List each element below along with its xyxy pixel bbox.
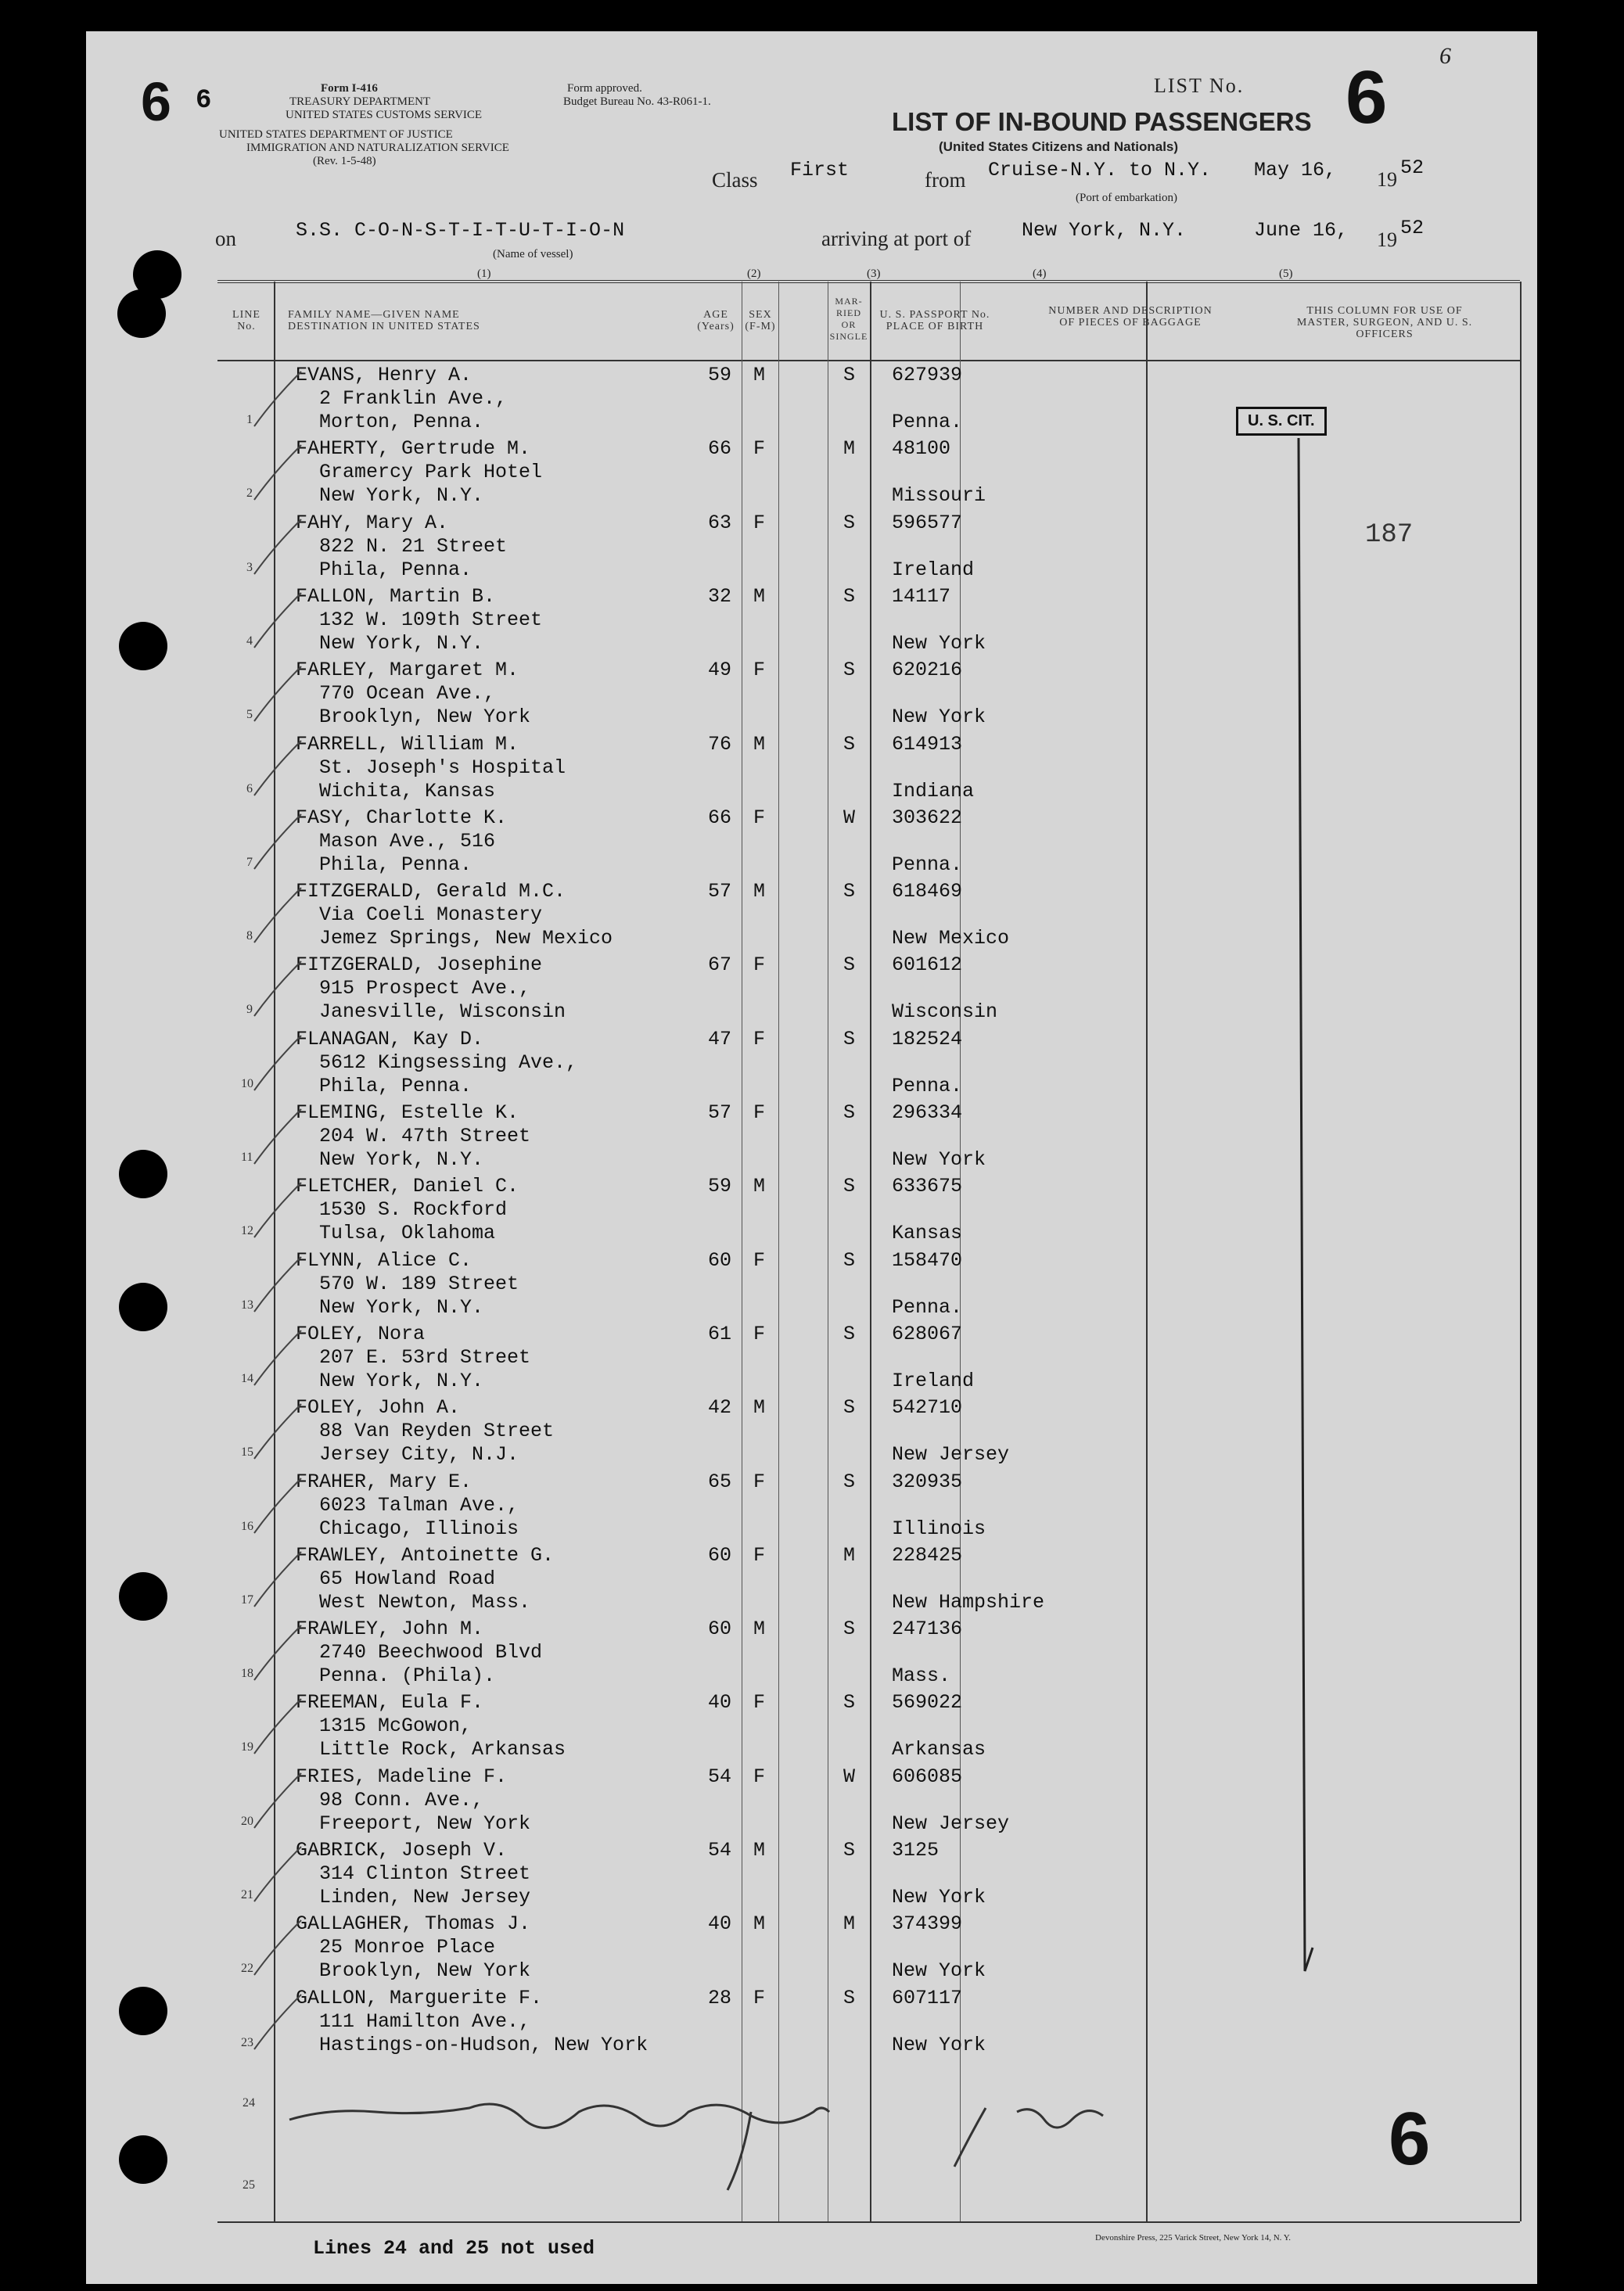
- passenger-city: New York, N.Y.: [319, 1295, 484, 1319]
- place-of-birth: Ireland: [892, 1369, 975, 1392]
- line-number: 15: [241, 1445, 253, 1460]
- col-header-line-no: LINE No.: [232, 309, 260, 332]
- treasury-dept: TREASURY DEPARTMENT: [289, 95, 431, 108]
- line-number-25: 25: [243, 2178, 255, 2192]
- passenger-city: Phila, Penna.: [319, 558, 472, 581]
- passenger-age: 40: [708, 1912, 732, 1936]
- col-num-1: (1): [477, 268, 491, 280]
- check-mark: [250, 884, 305, 946]
- passenger-marital-status: M: [843, 1543, 856, 1567]
- passenger-city: New York, N.Y.: [319, 1148, 484, 1171]
- passport-number: 601612: [892, 953, 963, 977]
- line-number: 10: [241, 1076, 253, 1090]
- place-of-birth: Arkansas: [892, 1738, 986, 1761]
- punch-hole: [119, 622, 167, 670]
- passenger-age: 57: [708, 1101, 732, 1124]
- passenger-age: 42: [708, 1396, 732, 1420]
- passport-number: 158470: [892, 1248, 963, 1272]
- passenger-city: Penna. (Phila).: [319, 1664, 496, 1688]
- manifest-sheet: [86, 31, 1537, 2284]
- line-number: 16: [241, 1519, 253, 1533]
- passenger-marital-status: M: [843, 437, 856, 461]
- passenger-name: FARRELL, William M.: [296, 732, 519, 756]
- passenger-city: Jemez Springs, New Mexico: [319, 927, 613, 950]
- passenger-age: 47: [708, 1027, 732, 1050]
- check-mark: [250, 1253, 305, 1316]
- passenger-sex: F: [753, 1322, 766, 1345]
- passenger-city: Hastings-on-Hudson, New York: [319, 2033, 649, 2056]
- place-of-birth: New York: [892, 1959, 986, 1983]
- passenger-sex: F: [753, 437, 766, 461]
- passenger-sex: M: [753, 1396, 766, 1420]
- passenger-sex: F: [753, 1765, 766, 1788]
- left-mark: 6: [141, 71, 171, 132]
- col-header-sex: SEX (F-M): [745, 309, 776, 332]
- passenger-age: 32: [708, 584, 732, 608]
- line-number: 4: [246, 634, 253, 648]
- left-mark-small: 6: [196, 86, 212, 116]
- passenger-city: Janesville, Wisconsin: [319, 1000, 566, 1024]
- line-number: 3: [246, 560, 253, 574]
- check-mark: [250, 441, 305, 504]
- passenger-address: 65 Howland Road: [319, 1567, 496, 1590]
- check-mark: [250, 1843, 305, 1905]
- place-of-birth: Missouri: [892, 484, 986, 508]
- passenger-marital-status: S: [843, 584, 856, 608]
- from-label: from: [925, 168, 966, 192]
- place-of-birth: Penna.: [892, 1295, 963, 1319]
- line-number: 7: [246, 855, 253, 869]
- punch-hole: [117, 289, 166, 338]
- place-of-birth: New York: [892, 706, 986, 729]
- passport-number: 14117: [892, 584, 951, 608]
- line-number: 8: [246, 929, 253, 943]
- passenger-marital-status: S: [843, 1986, 856, 2009]
- vessel-label: (Name of vessel): [493, 248, 573, 260]
- column-divider: [778, 282, 779, 2221]
- passenger-name: FREEMAN, Eula F.: [296, 1691, 484, 1715]
- port-embark-label: (Port of embarkation): [1076, 192, 1177, 204]
- passenger-marital-status: S: [843, 1470, 856, 1493]
- us-citizen-stamp: U. S. CIT.: [1236, 407, 1327, 436]
- check-mark: [250, 1032, 305, 1094]
- passenger-address: 314 Clinton Street: [319, 1862, 531, 1885]
- check-mark: [250, 1179, 305, 1241]
- passenger-name: FITZGERALD, Josephine: [296, 953, 543, 977]
- check-mark: [250, 1327, 305, 1389]
- from-date: May 16,: [1254, 159, 1337, 181]
- passenger-address: 6023 Talman Ave.,: [319, 1493, 519, 1517]
- col-num-5: (5): [1279, 268, 1293, 280]
- passport-number: 618469: [892, 880, 963, 903]
- passenger-sex: M: [753, 880, 766, 903]
- passenger-age: 60: [708, 1248, 732, 1272]
- passenger-city: Phila, Penna.: [319, 1074, 472, 1097]
- passenger-age: 76: [708, 732, 732, 756]
- table-top-rule: [217, 280, 1520, 283]
- bottom-mark: 6: [1389, 2097, 1431, 2181]
- list-number: 6: [1346, 56, 1388, 139]
- passenger-city: Linden, New Jersey: [319, 1886, 531, 1909]
- passenger-sex: M: [753, 584, 766, 608]
- passenger-city: Phila, Penna.: [319, 853, 472, 876]
- passenger-name: FLANAGAN, Kay D.: [296, 1027, 484, 1050]
- place-of-birth: New Mexico: [892, 927, 1010, 950]
- line-number: 23: [241, 2035, 253, 2049]
- passenger-marital-status: S: [843, 1248, 856, 1272]
- passport-number: 374399: [892, 1912, 963, 1936]
- ins-service: IMMIGRATION AND NATURALIZATION SERVICE: [246, 142, 509, 154]
- passenger-city: Brooklyn, New York: [319, 1959, 531, 1983]
- printer-imprint: Devonshire Press, 225 Varick Street, New York 14, N. Y.: [1095, 2233, 1292, 2243]
- passenger-address: 207 E. 53rd Street: [319, 1345, 531, 1369]
- col-header-name: FAMILY NAME—GIVEN NAME DESTINATION IN UNITED STATES: [288, 309, 480, 332]
- passenger-marital-status: S: [843, 1839, 856, 1862]
- passenger-marital-status: S: [843, 1618, 856, 1641]
- passenger-name: FLETCHER, Daniel C.: [296, 1175, 519, 1198]
- passenger-age: 60: [708, 1543, 732, 1567]
- line-number: 11: [241, 1151, 253, 1164]
- passport-number: 607117: [892, 1986, 963, 2009]
- passenger-name: FAHY, Mary A.: [296, 511, 449, 534]
- passenger-city: Chicago, Illinois: [319, 1517, 519, 1540]
- passenger-name: FLEMING, Estelle K.: [296, 1101, 519, 1124]
- class-value: First: [790, 159, 850, 181]
- passenger-age: 60: [708, 1618, 732, 1641]
- passenger-marital-status: S: [843, 659, 856, 682]
- footer-note: Lines 24 and 25 not used: [313, 2237, 595, 2260]
- place-of-birth: Penna.: [892, 1074, 963, 1097]
- check-mark: [250, 1695, 305, 1758]
- passenger-age: 61: [708, 1322, 732, 1345]
- passenger-name: FASY, Charlotte K.: [296, 806, 508, 829]
- passport-number: 303622: [892, 806, 963, 829]
- passenger-marital-status: S: [843, 953, 856, 977]
- passenger-address: 1315 McGowon,: [319, 1715, 472, 1738]
- passport-number: 3125: [892, 1839, 940, 1862]
- passenger-age: 67: [708, 953, 732, 977]
- place-of-birth: New Hampshire: [892, 1590, 1045, 1614]
- passenger-age: 66: [708, 437, 732, 461]
- vessel-name: S.S. C-O-N-S-T-I-T-U-T-I-O-N: [296, 219, 625, 242]
- arrival-year: 52: [1400, 217, 1425, 239]
- list-subtitle: (United States Citizens and Nationals): [939, 139, 1179, 154]
- class-label: Class: [712, 168, 758, 192]
- passport-number: 614913: [892, 732, 963, 756]
- passenger-address: 88 Van Reyden Street: [319, 1420, 555, 1443]
- place-of-birth: New York: [892, 1148, 986, 1171]
- passport-number: 542710: [892, 1396, 963, 1420]
- check-mark: [250, 368, 305, 430]
- check-mark: [250, 1991, 305, 2053]
- passenger-marital-status: S: [843, 1691, 856, 1715]
- passenger-name: GALLON, Marguerite F.: [296, 1986, 543, 2009]
- passenger-name: FRAHER, Mary E.: [296, 1470, 472, 1493]
- passenger-name: FLYNN, Alice C.: [296, 1248, 472, 1272]
- passenger-sex: F: [753, 1248, 766, 1272]
- passenger-marital-status: S: [843, 364, 856, 386]
- passenger-name: FITZGERALD, Gerald M.C.: [296, 880, 566, 903]
- check-mark: [250, 1474, 305, 1537]
- passport-number: 628067: [892, 1322, 963, 1345]
- on-label: on: [215, 227, 236, 250]
- check-mark: [250, 1548, 305, 1611]
- passenger-age: 59: [708, 364, 732, 386]
- budget-bureau: Budget Bureau No. 43-R061-1.: [563, 95, 711, 108]
- col-header-passport: U. S. PASSPORT No. PLACE OF BIRTH: [879, 309, 990, 332]
- punch-hole: [119, 2135, 167, 2184]
- passenger-marital-status: S: [843, 1027, 856, 1050]
- arrival-port: New York, N.Y.: [1022, 219, 1187, 242]
- passenger-sex: F: [753, 659, 766, 682]
- col-num-3: (3): [867, 268, 881, 280]
- passenger-city: Little Rock, Arkansas: [319, 1738, 566, 1761]
- form-approved: Form approved.: [567, 82, 642, 95]
- passenger-marital-status: S: [843, 511, 856, 534]
- line-number: 5: [246, 708, 253, 722]
- passenger-age: 57: [708, 880, 732, 903]
- passenger-sex: F: [753, 953, 766, 977]
- passenger-address: Via Coeli Monastery: [319, 903, 543, 927]
- table-header-rule: [217, 360, 1520, 361]
- customs-service: UNITED STATES CUSTOMS SERVICE: [286, 109, 483, 121]
- line-number: 22: [241, 1962, 253, 1976]
- line-number: 18: [241, 1667, 253, 1681]
- passenger-address: 98 Conn. Ave.,: [319, 1788, 484, 1812]
- passenger-city: Freeport, New York: [319, 1812, 531, 1835]
- passenger-address: 770 Ocean Ave.,: [319, 682, 496, 706]
- line-number: 9: [246, 1003, 253, 1017]
- passport-number: 182524: [892, 1027, 963, 1050]
- passport-number: 296334: [892, 1101, 963, 1124]
- check-mark: [250, 737, 305, 799]
- passenger-address: 25 Monroe Place: [319, 1936, 496, 1959]
- passenger-city: Morton, Penna.: [319, 411, 484, 433]
- line-number: 6: [246, 781, 253, 795]
- passenger-name: EVANS, Henry A.: [296, 364, 472, 386]
- passenger-name: GABRICK, Joseph V.: [296, 1839, 508, 1862]
- col-header-married: MAR-RIED OR SINGLE: [829, 296, 868, 342]
- passenger-name: FOLEY, John A.: [296, 1396, 461, 1420]
- table-bottom-rule: [217, 2221, 1520, 2223]
- passenger-sex: F: [753, 1543, 766, 1567]
- from-value: Cruise-N.Y. to N.Y.: [988, 159, 1212, 181]
- passenger-marital-status: S: [843, 1396, 856, 1420]
- passenger-marital-status: S: [843, 1101, 856, 1124]
- place-of-birth: Penna.: [892, 411, 963, 433]
- passenger-sex: F: [753, 1027, 766, 1050]
- passenger-name: GALLAGHER, Thomas J.: [296, 1912, 531, 1936]
- passenger-city: Brooklyn, New York: [319, 706, 531, 729]
- place-of-birth: Mass.: [892, 1664, 951, 1688]
- col-header-baggage: NUMBER AND DESCRIPTION OF PIECES OF BAGGAGE: [1048, 305, 1213, 329]
- passenger-city: New York, N.Y.: [319, 484, 484, 508]
- passenger-sex: M: [753, 1175, 766, 1198]
- place-of-birth: Kansas: [892, 1222, 963, 1245]
- passenger-city: West Newton, Mass.: [319, 1590, 531, 1614]
- passenger-name: FRIES, Madeline F.: [296, 1765, 508, 1788]
- passenger-name: FARLEY, Margaret M.: [296, 659, 519, 682]
- passport-number: 633675: [892, 1175, 963, 1198]
- corner-mark: 6: [1439, 43, 1451, 69]
- passport-number: 228425: [892, 1543, 963, 1567]
- place-of-birth: Wisconsin: [892, 1000, 998, 1024]
- passenger-age: 59: [708, 1175, 732, 1198]
- passport-number: 620216: [892, 659, 963, 682]
- passenger-address: 2740 Beechwood Blvd: [319, 1641, 543, 1664]
- check-mark: [250, 515, 305, 578]
- list-no-label: LIST No.: [1154, 74, 1245, 97]
- passport-number: 569022: [892, 1691, 963, 1715]
- passenger-age: 49: [708, 659, 732, 682]
- line-number: 20: [241, 1814, 253, 1828]
- passenger-age: 28: [708, 1986, 732, 2009]
- passport-number: 320935: [892, 1470, 963, 1493]
- passenger-sex: F: [753, 1691, 766, 1715]
- passport-number: 606085: [892, 1765, 963, 1788]
- passenger-marital-status: W: [843, 1765, 856, 1788]
- column-divider: [1146, 282, 1148, 2221]
- punch-hole: [119, 1572, 167, 1621]
- check-mark: [250, 1769, 305, 1832]
- column-divider: [870, 282, 871, 2221]
- passport-number: 596577: [892, 511, 963, 534]
- passenger-address: 111 Hamilton Ave.,: [319, 2009, 531, 2033]
- passenger-age: 54: [708, 1839, 732, 1862]
- passport-number: 627939: [892, 364, 963, 386]
- line-number: 12: [241, 1224, 253, 1238]
- passenger-address: 204 W. 47th Street: [319, 1125, 531, 1147]
- passenger-age: 40: [708, 1691, 732, 1715]
- passenger-age: 65: [708, 1470, 732, 1493]
- place-of-birth: Indiana: [892, 779, 975, 803]
- list-title: LIST OF IN-BOUND PASSENGERS: [892, 107, 1312, 136]
- line-number: 13: [241, 1298, 253, 1312]
- passenger-marital-status: S: [843, 732, 856, 756]
- form-number: Form I-416: [321, 82, 378, 95]
- line-number: 2: [246, 487, 253, 501]
- passenger-name: FALLON, Martin B.: [296, 584, 496, 608]
- line-number-24: 24: [243, 2096, 255, 2110]
- passenger-name: FAHERTY, Gertrude M.: [296, 437, 531, 461]
- passenger-marital-status: S: [843, 1322, 856, 1345]
- passenger-marital-status: W: [843, 806, 856, 829]
- passport-number: 48100: [892, 437, 951, 461]
- passenger-address: St. Joseph's Hospital: [319, 756, 566, 779]
- passenger-sex: M: [753, 1912, 766, 1936]
- passenger-address: Mason Ave., 516: [319, 829, 496, 853]
- check-mark: [250, 589, 305, 652]
- passenger-address: Gramercy Park Hotel: [319, 461, 543, 484]
- place-of-birth: Illinois: [892, 1517, 986, 1540]
- col-num-4: (4): [1033, 268, 1047, 280]
- passenger-sex: M: [753, 364, 766, 386]
- line-number: 21: [241, 1888, 253, 1901]
- place-of-birth: New York: [892, 631, 986, 655]
- passenger-age: 63: [708, 511, 732, 534]
- arriving-label: arriving at port of: [821, 227, 972, 250]
- place-of-birth: New Jersey: [892, 1443, 1010, 1467]
- check-mark: [250, 663, 305, 725]
- passenger-city: New York, N.Y.: [319, 1369, 484, 1392]
- passenger-name: FRAWLEY, Antoinette G.: [296, 1543, 555, 1567]
- passenger-address: 915 Prospect Ave.,: [319, 977, 531, 1000]
- passenger-address: 570 W. 189 Street: [319, 1272, 519, 1295]
- justice-dept: UNITED STATES DEPARTMENT OF JUSTICE: [219, 128, 453, 141]
- officer-bracket-line: [1291, 438, 1322, 2002]
- from-year-prefix: 19: [1377, 168, 1397, 191]
- passenger-city: New York, N.Y.: [319, 631, 484, 655]
- col-header-age: AGE (Years): [697, 309, 735, 332]
- passenger-address: 2 Franklin Ave.,: [319, 387, 508, 410]
- line-number: 1: [246, 413, 253, 426]
- passenger-marital-status: S: [843, 1175, 856, 1198]
- passenger-name: FOLEY, Nora: [296, 1322, 426, 1345]
- arrival-date: June 16,: [1254, 219, 1349, 242]
- from-year: 52: [1400, 156, 1425, 179]
- revision: (Rev. 1-5-48): [313, 155, 376, 167]
- passenger-sex: F: [753, 1470, 766, 1493]
- passenger-sex: M: [753, 1839, 766, 1862]
- col-header-officers: THIS COLUMN FOR USE OF MASTER, SURGEON, AND U. S. OFFICERS: [1296, 305, 1473, 340]
- place-of-birth: New York: [892, 2033, 986, 2056]
- passenger-sex: M: [753, 1618, 766, 1641]
- handwritten-signature: [282, 2065, 1181, 2206]
- passport-number: 247136: [892, 1618, 963, 1641]
- passenger-city: Jersey City, N.J.: [319, 1443, 519, 1467]
- check-mark: [250, 810, 305, 873]
- passenger-age: 66: [708, 806, 732, 829]
- punch-hole: [119, 1150, 167, 1198]
- passenger-sex: M: [753, 732, 766, 756]
- place-of-birth: New Jersey: [892, 1812, 1010, 1835]
- passenger-sex: F: [753, 1986, 766, 2009]
- line-number: 14: [241, 1371, 253, 1385]
- check-mark: [250, 1916, 305, 1979]
- place-of-birth: Penna.: [892, 853, 963, 876]
- passenger-city: Wichita, Kansas: [319, 779, 496, 803]
- passenger-marital-status: S: [843, 880, 856, 903]
- check-mark: [250, 1621, 305, 1684]
- line-number: 19: [241, 1740, 253, 1754]
- check-mark: [250, 1105, 305, 1168]
- passenger-address: 5612 Kingsessing Ave.,: [319, 1050, 578, 1074]
- officer-number: 187: [1365, 520, 1414, 550]
- passenger-marital-status: M: [843, 1912, 856, 1936]
- passenger-name: FRAWLEY, John M.: [296, 1618, 484, 1641]
- passenger-age: 54: [708, 1765, 732, 1788]
- punch-hole: [119, 1283, 167, 1331]
- column-divider: [1520, 282, 1522, 2221]
- passenger-sex: F: [753, 511, 766, 534]
- passenger-address: 1530 S. Rockford: [319, 1198, 508, 1222]
- punch-hole: [119, 1987, 167, 2035]
- check-mark: [250, 957, 305, 1020]
- passenger-city: Tulsa, Oklahoma: [319, 1222, 496, 1245]
- place-of-birth: New York: [892, 1886, 986, 1909]
- check-mark: [250, 1400, 305, 1463]
- passenger-sex: F: [753, 1101, 766, 1124]
- passenger-sex: F: [753, 806, 766, 829]
- line-number: 17: [241, 1593, 253, 1607]
- place-of-birth: Ireland: [892, 558, 975, 581]
- passenger-address: 132 W. 109th Street: [319, 608, 543, 631]
- arrival-year-prefix: 19: [1377, 228, 1397, 251]
- col-num-2: (2): [747, 268, 761, 280]
- passenger-address: 822 N. 21 Street: [319, 534, 508, 558]
